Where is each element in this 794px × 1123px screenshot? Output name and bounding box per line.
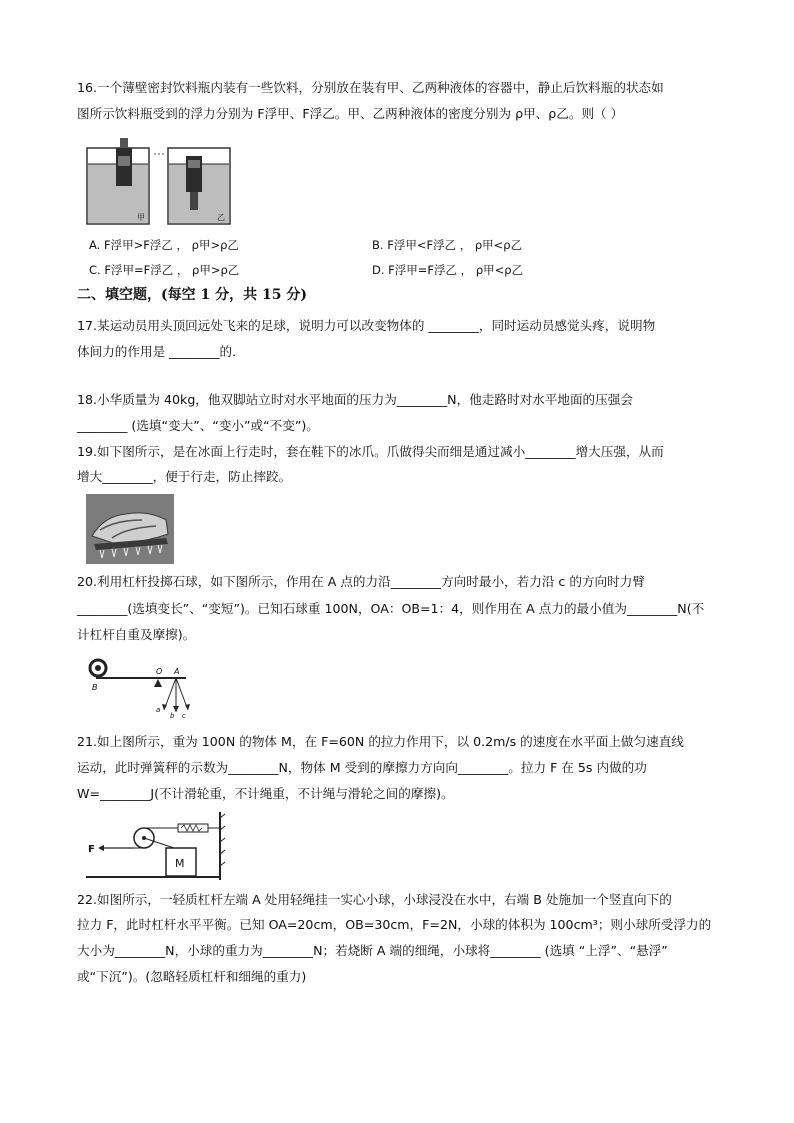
q20-figure-lever <box>86 654 210 724</box>
section-2-title: 二、填空题，(每空 1 分，共 15 分) <box>77 287 307 303</box>
q19-line-1: 19.如下图所示，是在冰面上行走时，套在鞋下的冰爪。爪做得尖而细是通过减小________增大压强，从而 <box>77 444 664 459</box>
q21-line-1: 21.如上图所示，重为 100N 的物体 M，在 F=60N 的拉力作用下，以 0.2m/s 的速度在水平面上做匀速直线 <box>77 734 684 749</box>
q18-line-2: ________ (选填“变大”、“变小”或“不变”)。 <box>77 418 319 433</box>
q20-label-b-dir: b <box>170 712 175 720</box>
q20-label-o: O <box>156 667 163 676</box>
q20-line-2: ________(选填变长”、“变短”)。已知石球重 100N，OA：OB=1：4，则作用在 A 点力的最小值为________N(不 <box>77 601 705 616</box>
q16-figure-bottles <box>86 134 236 226</box>
q20-label-a-dir: a <box>156 706 161 714</box>
q16-line-2: 图所示饮料瓶受到的浮力分别为 F浮甲、F浮乙。甲、乙两种液体的密度分别为 ρ甲、ρ乙。则（ ） <box>77 106 624 121</box>
q22-line-3: 大小为________N，小球的重力为________N；若烧断 A 端的细绳，小球将________ (选填 “上浮”、“悬浮” <box>77 943 668 958</box>
q22-line-4: 或“下沉”)。(忽略轻质杠杆和细绳的重力) <box>77 969 307 984</box>
q21-label-f: F <box>88 844 95 855</box>
q16-option-a[interactable]: A. F浮甲>F浮乙 ， ρ甲>ρ乙 <box>89 238 239 252</box>
q21-line-3: W=________J(不计滑轮重，不计绳重，不计绳与滑轮之间的摩擦)。 <box>77 786 454 801</box>
q16-label-yi: 乙 <box>217 213 225 222</box>
q22-line-2: 拉力 F，此时杠杆水平平衡。已知 OA=20cm，OB=30cm，F=2N，小球的体积为 100cm³；则小球所受浮力的 <box>77 917 712 932</box>
q20-line-1: 20.利用杠杆投掷石球，如下图所示，作用在 A 点的力沿________方向时最小，若力沿 c 的方向时力臂 <box>77 574 645 589</box>
q16-option-b[interactable]: B. F浮甲<F浮乙 ， ρ甲<ρ乙 <box>372 238 523 252</box>
q18-line-1: 18.小华质量为 40kg，他双脚站立时对水平地面的压力为________N，他走路时对水平地面的压强会 <box>77 392 633 407</box>
q16-option-d[interactable]: D. F浮甲=F浮乙 ， ρ甲<ρ乙 <box>372 263 524 277</box>
q20-line-3: 计杠杆自重及摩擦)。 <box>77 627 196 642</box>
q20-label-c-dir: c <box>182 712 186 720</box>
q21-label-m: M <box>175 857 185 870</box>
q21-line-2: 运动，此时弹簧秤的示数为________N，物体 M 受到的摩擦力方向向________。拉力 F 在 5s 内做的功 <box>77 760 647 775</box>
q21-figure-pulley <box>86 810 226 882</box>
q20-label-a: A <box>174 667 180 676</box>
q22-line-1: 22.如图所示，一轻质杠杆左端 A 处用轻绳挂一实心小球，小球浸没在水中，右端 B 处施加一个竖直向下的 <box>77 892 672 907</box>
q17-line-2: 体间力的作用是 ________的. <box>77 344 237 359</box>
q19-line-2: 增大________，便于行走，防止摔跤。 <box>77 469 292 484</box>
q19-figure-crampons <box>86 494 174 564</box>
q16-option-c[interactable]: C. F浮甲=F浮乙 ， ρ甲>ρ乙 <box>89 263 240 277</box>
q17-line-1: 17.某运动员用头顶回远处飞来的足球，说明力可以改变物体的 ________，同时运动员感觉头疼，说明物 <box>77 318 656 333</box>
q20-label-b: B <box>92 683 98 692</box>
q16-label-jia: 甲 <box>137 213 145 222</box>
q16-line-1: 16.一个薄壁密封饮料瓶内装有一些饮料，分别放在装有甲、乙两种液体的容器中，静止后饮料瓶的状态如 <box>77 80 664 95</box>
